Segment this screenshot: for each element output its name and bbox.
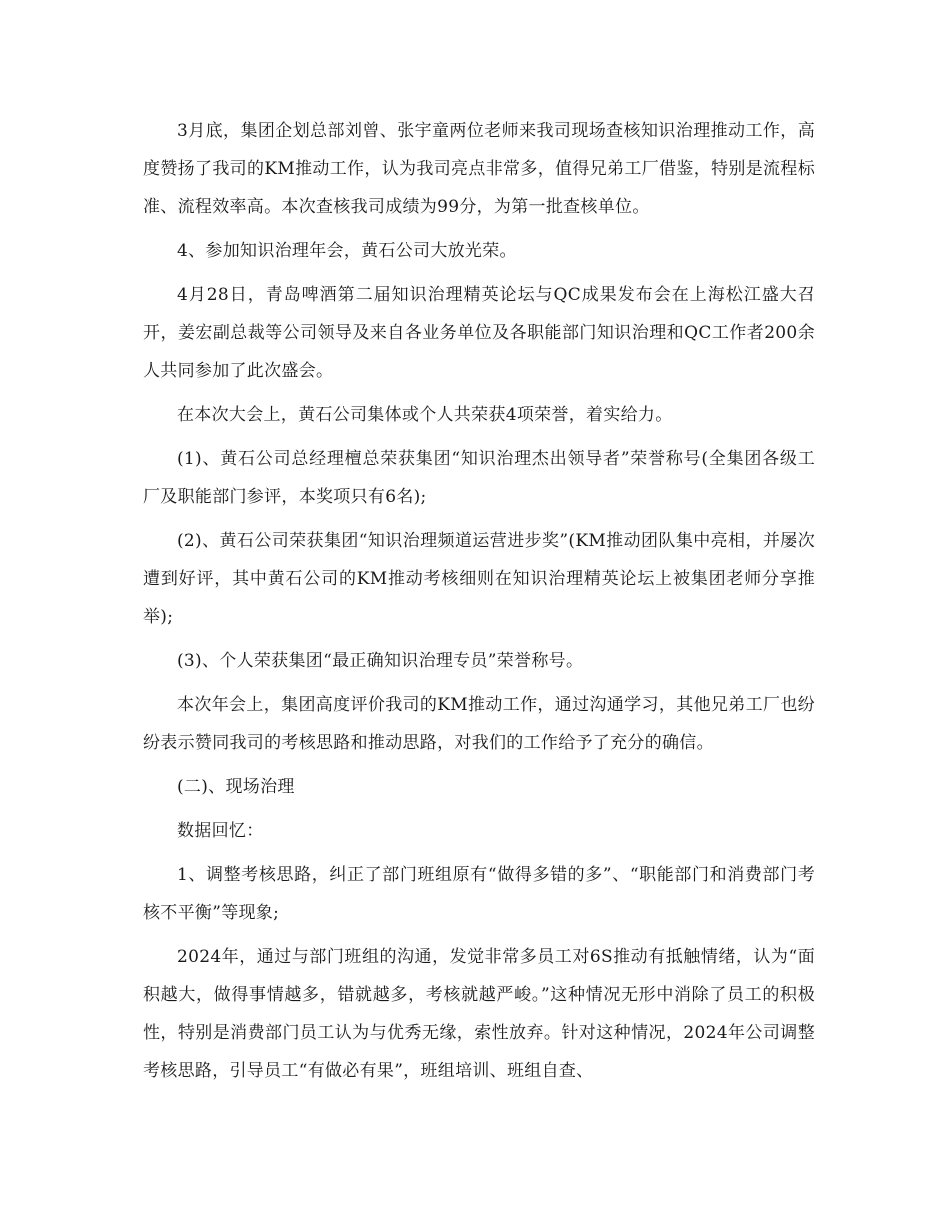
document-body <box>143 112 815 1096</box>
paragraph-forum-event: 4月28日，青岛啤酒第二届知识治理精英论坛与QC成果发布会在上海松江盛大召开，姜宏副总裁等公司领导及来自各业务单位及各职能部门知识治理和QC工作者200余人共同参加了此次盛会。 <box>143 285 815 381</box>
paragraph-item-1: 1、调整考核思路，纠正了部门班组原有“做得多错的多”、“职能部门和消费部门考核不平衡”等现象; <box>143 865 815 923</box>
paragraph-honor-2: (2)、黄石公司荣获集团“知识治理频道运营进步奖”(KM推动团队集中亮相，并屡次遭到好评，其中黄石公司的KM推动考核细则在知识治理精英论坛上被集团老师分享推举); <box>143 531 815 627</box>
paragraph-honors-summary: 在本次大会上，黄石公司集体或个人共荣获4项荣誉，着实给力。 <box>177 405 673 425</box>
paragraph-honor-3: (3)、个人荣获集团“最正确知识治理专员”荣誉称号。 <box>177 651 584 671</box>
paragraph-inspection-review: 3月底，集团企划总部刘曾、张宇童两位老师来我司现场查核知识治理推动工作，高度赞扬了我司的KM推动工作，认为我司亮点非常多，值得兄弟工厂借鉴，特别是流程标准、流程效率高。本次查核我司成绩为99分，为第一批查核单位。 <box>143 121 815 217</box>
paragraph-2024-adjustment: 2024年，通过与部门班组的沟通，发觉非常多员工对6S推动有抵触情绪，认为“面积越大，做得事情越多，错就越多，考核就越严峻。”这种情况无形中消除了员工的积极性，特别是消费部门员工认为与优秀无缘，索性放弃。针对这种情况，2024年公司调整考核思路，引导员工“有做必有果”，班组培训、班组自查、 <box>143 947 815 1081</box>
paragraph-data-review-label: 数据回忆： <box>177 821 264 841</box>
paragraph-section-4-heading: 4、参加知识治理年会，黄石公司大放光荣。 <box>177 241 517 261</box>
paragraph-annual-meeting: 本次年会上，集团高度评价我司的KM推动工作，通过沟通学习，其他兄弟工厂也纷纷表示赞同我司的考核思路和推动思路，对我们的工作给予了充分的确信。 <box>143 695 815 753</box>
paragraph-section-2-heading: (二)、现场治理 <box>177 777 295 797</box>
paragraph-honor-1: (1)、黄石公司总经理檀总荣获集团“知识治理杰出领导者”荣誉称号(全集团各级工厂及职能部门参评，本奖项只有6名); <box>143 449 815 507</box>
